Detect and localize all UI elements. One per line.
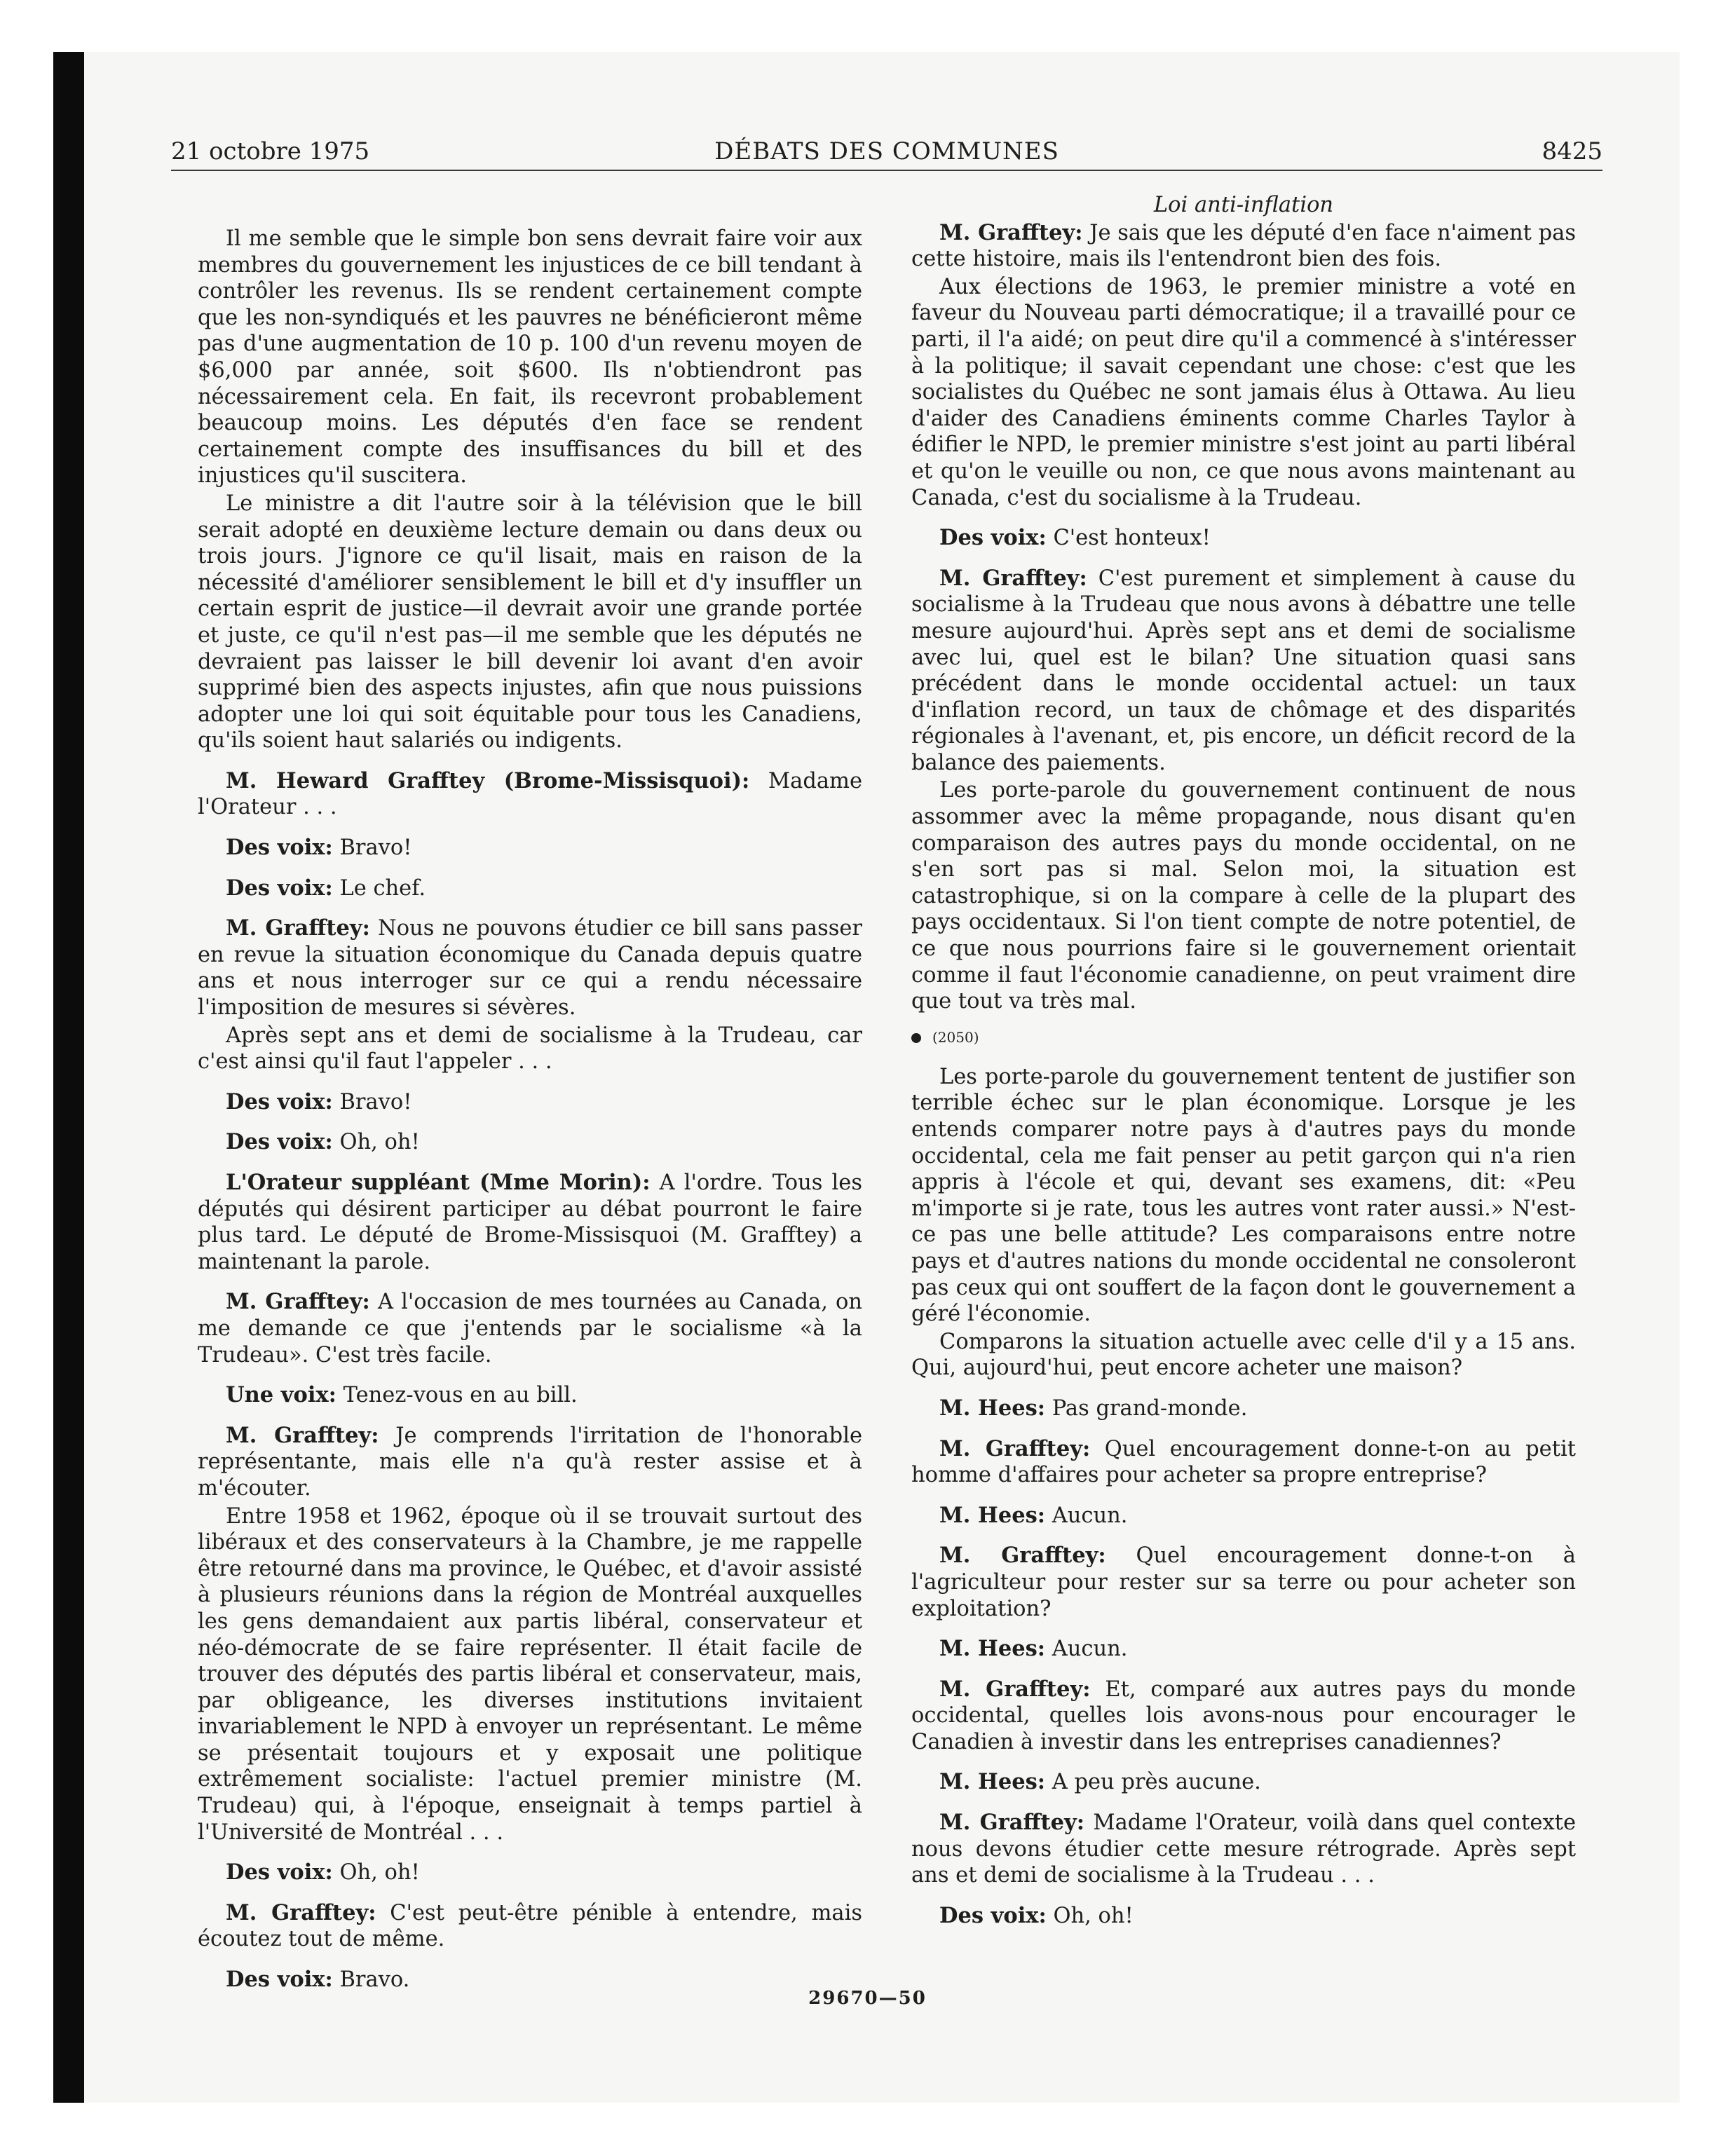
paragraph-text: Bravo.: [339, 1967, 410, 1993]
paragraph-text: Madame l'Orateur, voilà dans quel contexte nous devons étudier cette mesure rétrograde. Après sept ans et demi de socialisme à la Trudeau . . .: [911, 1810, 1576, 1888]
section-title: Loi anti-inflation: [1153, 193, 1334, 217]
speech-paragraph: [198, 1382, 862, 1409]
speaker-name: M. Hees:: [939, 1502, 1046, 1528]
speaker-name: Des voix:: [226, 835, 333, 861]
speech-paragraph: [198, 915, 862, 1021]
paragraph-text: C'est purement et simplement à cause du socialisme à la Trudeau que nous avons à débattre une telle mesure aujourd'hui. Après sept ans et demi de socialisme avec lui, quel est le bilan? Une situation quasi sans précédent dans le monde occidental actuel: un taux d'inflation record, un taux de chômage et des disparités régionales à l'avenant, et, pis encore, un déficit record de la balance des paiements.: [911, 566, 1576, 775]
speaker-name: Des voix:: [939, 1902, 1047, 1928]
paragraph-text: Aucun.: [1052, 1637, 1128, 1662]
paragraph-text: Les porte-parole du gouvernement continuent de nous assommer avec la même propagande, nous disant qu'en comparaison des autres pays du monde occidental, on ne s'en sort pas si mal. Selon moi, la situation est catastrophique, si on la compare à celle de la plupart des pays occidentaux. Si l'on tient compte de notre potentiel, de ce que nous pourrions faire si le gouvernement orientait comme il faut l'économie canadienne, on peut vraiment dire que tout va très mal.: [911, 778, 1576, 1014]
right-column-after-marker: [911, 1064, 1576, 1930]
paragraph-text: Aucun.: [1052, 1503, 1128, 1528]
speaker-name: Des voix:: [226, 1967, 333, 1993]
time-marker: [911, 1028, 1576, 1047]
speech-paragraph: [911, 1436, 1576, 1489]
page-number: 8425: [1542, 137, 1603, 165]
speaker-name: Une voix:: [226, 1382, 336, 1408]
speech-paragraph: [198, 768, 862, 821]
continuation-paragraph: [911, 777, 1576, 1014]
right-column-before-marker: [911, 220, 1576, 1015]
speech-paragraph: [911, 1543, 1576, 1622]
paragraph-text: A peu près aucune.: [1052, 1770, 1261, 1795]
speaker-name: M. Grafftey:: [226, 1289, 370, 1315]
paragraph-text: Les porte-parole du gouvernement tentent de justifier son terrible échec sur le plan économique. Lorsque je les entends comparer notre pays à d'autres pays du monde occidental, cela me fait penser au petit garçon qui n'a rien appris à l'école et qui, devant ses examens, dit: «Peu m'importe si je rate, tous les autres vont rater aussi.» N'est-ce pas une belle attitude? Les comparaisons entre notre pays et d'autres nations du monde occidental ne consoleront pas ceux qui ont souffert de la façon dont le gouvernement a géré l'économie.: [911, 1064, 1576, 1327]
speaker-name: M. Grafftey:: [226, 915, 370, 941]
speech-paragraph: [911, 1903, 1576, 1930]
speech-paragraph: [198, 835, 862, 861]
speech-paragraph: [911, 1810, 1576, 1889]
scan-border: [53, 52, 84, 2103]
paragraph-text: Oh, oh!: [339, 1860, 420, 1885]
bullet-dot-icon: [911, 1033, 921, 1043]
paragraph-text: Le ministre a dit l'autre soir à la télévision que le bill serait adopté en deuxième lecture demain ou dans deux ou trois jours. J'ignore ce qu'il lisait, mais en raison de la nécessité d'améliorer sensiblement le bill et d'y insuffler un certain esprit de justice—il devrait avoir une grande portée et juste, ce qu'il n'est pas—il me semble que les députés ne devraient pas laisser le bill devenir loi avant d'en avoir supprimé bien des aspects injustes, afin que nous puissions adopter une loi qui soit équitable pour tous les Canadiens, qu'ils soient haut salariés ou indigents.: [198, 491, 862, 753]
header-title: DÉBATS DES COMMUNES: [714, 137, 1059, 165]
speech-paragraph: [198, 1089, 862, 1116]
speech-paragraph: [198, 1129, 862, 1156]
speech-paragraph: [911, 1396, 1576, 1422]
speaker-name: M. Hees:: [939, 1395, 1046, 1421]
continuation-paragraph: [198, 226, 862, 489]
paragraph-text: Après sept ans et demi de socialisme à la Trudeau, car c'est ainsi qu'il faut l'appeler . . .: [198, 1023, 862, 1074]
speaker-name: M. Grafftey:: [939, 1676, 1091, 1702]
paragraph-text: Entre 1958 et 1962, époque où il se trouvait surtout des libéraux et des conservateurs à la Chambre, je me rappelle être retourné dans ma province, le Québec, et d'avoir assisté à plusieurs réunions dans la région de Montréal auxquelles les gens demandaient aux partis libéral, conservateur et néo-démocrate de se faire représenter. Il était facile de trouver des députés des partis libéral et conservateur, mais, par obligeance, les diverses institutions invitaient invariablement le NPD à envoyer un représentant. Le même se présentait toujours et y exposait une politique extrêmement socialiste: l'actuel premier ministre (M. Trudeau) qui, à l'époque, enseignait à temps partiel à l'Université de Montréal . . .: [198, 1503, 862, 1845]
speech-paragraph: [911, 1636, 1576, 1663]
header-date: 21 octobre 1975: [171, 137, 370, 165]
paragraph-text: Et, comparé aux autres pays du monde occidental, quelles lois avons-nous pour encourager le Canadien à investir dans les entreprises canadiennes?: [911, 1677, 1576, 1754]
speaker-name: Des voix:: [939, 525, 1047, 551]
speech-paragraph: [911, 1769, 1576, 1796]
paragraph-text: Le chef.: [339, 875, 426, 901]
speech-paragraph: [198, 1423, 862, 1502]
paragraph-text: Aux élections de 1963, le premier ministre a voté en faveur du Nouveau parti démocratique; il a travaillé pour ce parti, il l'a aidé; on peut dire qu'il a commencé à s'intéresser à la politique; il savait cependant une chose: c'est que les socialistes du Québec ne sont jamais élus à Ottawa. Au lieu d'aider des Canadiens éminents comme Charles Taylor à édifier le NPD, le premier ministre s'est joint au parti libéral et qu'on le veuille ou non, ce que nous avons maintenant au Canada, c'est du socialisme à la Trudeau.: [911, 274, 1576, 510]
continuation-paragraph: [911, 1064, 1576, 1328]
speaker-name: Des voix:: [226, 1089, 333, 1114]
paragraph-text: C'est honteux!: [1053, 526, 1211, 551]
speaker-name: M. Grafftey:: [939, 1810, 1085, 1836]
speaker-name: M. Hees:: [939, 1769, 1046, 1795]
paragraph-text: Je sais que les député d'en face n'aiment pas cette histoire, mais ils l'entendront bien des fois.: [911, 220, 1576, 272]
speech-paragraph: [198, 1170, 862, 1275]
speaker-name: M. Hees:: [939, 1636, 1046, 1662]
continuation-paragraph: [911, 1329, 1576, 1381]
speech-paragraph: [198, 1900, 862, 1953]
continuation-paragraph: [911, 274, 1576, 511]
paragraph-text: Tenez-vous en au bill.: [343, 1383, 578, 1408]
speaker-name: M. Heward Grafftey (Brome-Missisquoi):: [226, 767, 750, 793]
speaker-name: M. Grafftey:: [939, 565, 1087, 591]
paragraph-text: Quel encouragement donne-t-on au petit homme d'affaires pour acheter sa propre entreprise?: [911, 1436, 1576, 1488]
speech-paragraph: [198, 1860, 862, 1886]
paragraph-text: Madame l'Orateur . . .: [198, 768, 862, 820]
continuation-paragraph: [198, 491, 862, 754]
speaker-name: M. Grafftey:: [939, 219, 1083, 245]
speech-paragraph: [198, 1289, 862, 1368]
paragraph-text: Pas grand-monde.: [1052, 1396, 1248, 1421]
paragraph-text: Il me semble que le simple bon sens devrait faire voir aux membres du gouvernement les injustices de ce bill tendant à contrôler les revenus. Ils se rendent certainement compte que les non-syndiqués et les pauvres ne bénéficieront même pas d'une augmentation de 10 p. 100 d'un revenu moyen de $6,000 par année, soit $600. Ils n'obtiendront pas nécessairement cela. En fait, ils recevront probablement beaucoup moins. Les députés d'en face se rendent certainement compte des insuffisances du bill et des injustices qu'il suscitera.: [198, 226, 862, 489]
paragraph-text: Comparons la situation actuelle avec celle d'il y a 15 ans. Qui, aujourd'hui, peut encore acheter une maison?: [911, 1329, 1576, 1381]
paragraph-text: C'est peut-être pénible à entendre, mais écoutez tout de même.: [198, 1900, 862, 1952]
speaker-name: M. Grafftey:: [939, 1543, 1106, 1569]
running-head: [171, 137, 1603, 171]
continuation-paragraph: [198, 1503, 862, 1846]
speech-paragraph: [911, 1677, 1576, 1756]
speech-paragraph: [911, 566, 1576, 777]
time-marker-label: (2050): [932, 1028, 979, 1046]
speaker-name: Des voix:: [226, 1129, 333, 1155]
paragraph-text: Je comprends l'irritation de l'honorable représentante, mais elle n'a qu'à rester assise et à m'écouter.: [198, 1423, 862, 1501]
speech-paragraph: [198, 875, 862, 902]
speech-paragraph: [911, 1503, 1576, 1529]
paragraph-text: A l'occasion de mes tournées au Canada, on me demande ce que j'entends par le socialisme «à la Trudeau». C'est très facile.: [198, 1290, 863, 1367]
continuation-paragraph: [198, 1023, 862, 1075]
paragraph-text: Bravo!: [339, 1089, 412, 1114]
speaker-name: L'Orateur suppléant (Mme Morin):: [226, 1170, 651, 1195]
right-column: [911, 192, 1576, 1929]
paragraph-text: Oh, oh!: [339, 1130, 420, 1155]
left-column: [198, 226, 862, 1993]
paragraph-text: A l'ordre. Tous les députés qui désirent participer au débat pourront le faire plus tard. Le député de Brome-Missisquoi (M. Grafftey) a maintenant la parole.: [198, 1171, 862, 1274]
speaker-name: Des voix:: [226, 1860, 333, 1885]
speech-paragraph: [911, 220, 1576, 273]
paragraph-text: Quel encouragement donne-t-on à l'agriculteur pour rester sur sa terre ou pour acheter son exploitation?: [911, 1543, 1576, 1621]
speaker-name: M. Grafftey:: [939, 1435, 1091, 1461]
paragraph-text: Bravo!: [339, 835, 412, 861]
print-code: 29670—50: [808, 1988, 927, 2009]
speech-paragraph: [911, 525, 1576, 552]
speaker-name: M. Grafftey:: [226, 1422, 379, 1448]
speaker-name: M. Grafftey:: [226, 1899, 376, 1925]
speaker-name: Des voix:: [226, 875, 333, 901]
paragraph-text: Oh, oh!: [1053, 1903, 1134, 1928]
paragraph-text: Nous ne pouvons étudier ce bill sans passer en revue la situation économique du Canada depuis quatre ans et nous interroger sur ce qui a rendu nécessaire l'imposition de mesures si sévères.: [198, 916, 863, 1021]
